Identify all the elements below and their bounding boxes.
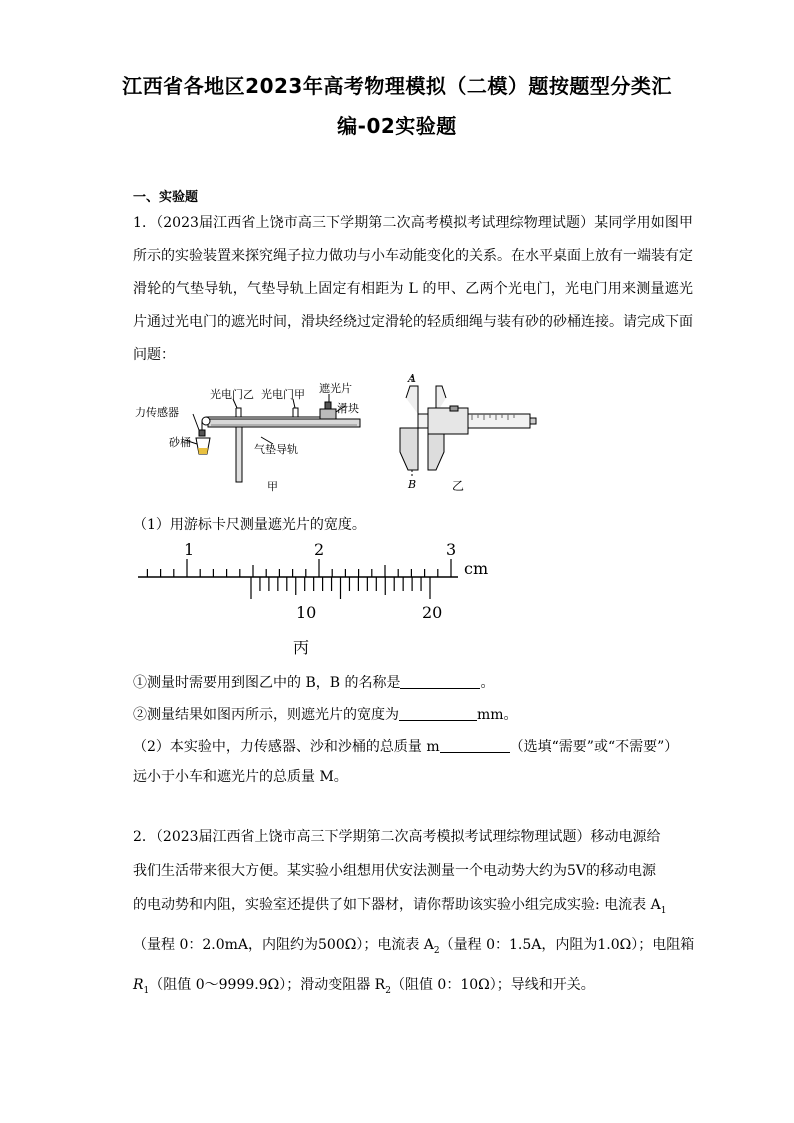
q2-line-2: 我们生活带来很大方便。某实验小组想用伏安法测量一个电动势大约为5V的移动电源: [133, 863, 657, 879]
label-slider: 滑块: [337, 402, 359, 415]
vernier-tick-label-20: 20: [422, 603, 443, 622]
vernier-tick-label-10: 10: [296, 603, 317, 622]
lock-screw: [450, 406, 458, 411]
q2-line-1: 2．（2023届江西省上饶市高三下学期第二次高考模拟考试理综物理试题）移动电源给: [133, 829, 661, 845]
label-bucket: 砂桶: [169, 436, 191, 449]
q2-line-4-text-a: （量程 0：2.0mA，内阻约为500Ω）；电流表 A: [133, 936, 434, 953]
item-2: [133, 704, 518, 724]
vernier-scale: [251, 577, 430, 599]
q2-line-5-r1: R: [133, 976, 144, 993]
label-a: A: [408, 372, 416, 385]
force-sensor: [199, 430, 205, 436]
question-1-text: 1．（2023届江西省上饶市高三下学期第二次高考模拟考试理综物理试题）某同学用如图甲所示的实验装置来探究绳子拉力做功与小车动能变化的关系。在水平桌面上放有一端装有定滑轮的气垫导轨，气垫导轨上固定有相距为 L 的甲、乙两个光电门，光电门用来测量遮光片通过光电门的遮光时间，滑块经绕过定滑轮的轻质细绳与装有砂的砂桶连接。请完成下面问题：: [133, 215, 693, 363]
document-title-line1: 江西省各地区2023年高考物理模拟（二模）题按题型分类汇: [122, 74, 672, 98]
q2-line-5-sub2: 2: [385, 985, 391, 996]
photogate-b: [236, 408, 241, 417]
label-track: 气垫导轨: [254, 443, 298, 456]
figure-vernier-scale: [133, 537, 493, 657]
q2-line-5-text-c: （阻值 0：10Ω）；导线和开关。: [390, 976, 595, 993]
sub-2-text-b: （选填“需要”或“不需要”）: [509, 739, 679, 755]
q2-line-4-text-b: （量程 0：1.5A，内阻为1.0Ω）；电阻箱: [439, 936, 695, 953]
caption-yi: 乙: [452, 479, 465, 493]
q2-line-5-text-b: （阻值 0～9999.9Ω）；滑动变阻器 R: [149, 976, 386, 993]
item-1-text: ①测量时需要用到图乙中的 B，B 的名称是: [133, 675, 401, 691]
caption-jia: 甲: [267, 480, 278, 493]
answer-blank-1[interactable]: [400, 674, 480, 689]
unit-label: cm: [464, 559, 489, 578]
label-gate-a: 光电门甲: [261, 388, 305, 401]
answer-blank-3[interactable]: [440, 738, 510, 753]
item-2-unit: mm。: [477, 707, 518, 723]
document-title-line2: 编-02实验题: [337, 114, 457, 138]
q2-line-3-sub: 1: [660, 905, 667, 916]
main-tick-label-3: 3: [446, 540, 457, 559]
q2-line-5-sub1: 1: [143, 985, 150, 996]
sub-2-text-c: 远小于小车和遮光片的总质量 M。: [133, 769, 348, 785]
figure-apparatus: [133, 372, 368, 497]
sub-question-2: [133, 736, 678, 756]
vernier-slide: [428, 408, 468, 434]
item-1: [133, 672, 494, 692]
slider-block: [320, 409, 336, 419]
q2-line-4-sub: 2: [433, 945, 440, 956]
item-2-text: ②测量结果如图丙所示，则遮光片的宽度为: [133, 707, 399, 723]
pulley: [202, 417, 210, 425]
air-track: [208, 419, 360, 427]
q2-line-5: [133, 968, 693, 1008]
label-shutter: 遮光片: [319, 382, 352, 395]
label-gate-b: 光电门乙: [210, 388, 254, 401]
fixed-jaw-top: [406, 386, 418, 414]
sub-question-1-intro: （1）用游标卡尺测量遮光片的宽度。: [133, 517, 366, 533]
question-2-text: [133, 820, 693, 1007]
table-leg: [236, 427, 242, 482]
q2-line-3: [133, 888, 693, 928]
label-sensor: 力传感器: [135, 406, 179, 419]
fixed-jaw-bottom: [400, 428, 418, 470]
main-scale: [138, 559, 458, 577]
q2-line-4: [133, 928, 693, 968]
section-heading: 一、实验题: [133, 190, 199, 205]
item-1-end: 。: [480, 675, 495, 691]
photogate-a: [293, 408, 298, 417]
caption-bing: 丙: [293, 638, 310, 657]
main-tick-label-2: 2: [314, 540, 325, 559]
sub-2-text-a: （2）本实验中，力传感器、沙和沙桶的总质量 m: [133, 739, 440, 755]
figure-caliper: [388, 372, 538, 497]
label-b: B: [408, 478, 417, 491]
q2-line-3-text: 的电动势和内阻，实验室还提供了如下器材，请你帮助该实验小组完成实验: 电流表 A: [133, 897, 661, 913]
main-tick-label-1: 1: [184, 540, 195, 559]
shutter-plate: [325, 402, 331, 409]
answer-blank-2[interactable]: [399, 706, 477, 721]
